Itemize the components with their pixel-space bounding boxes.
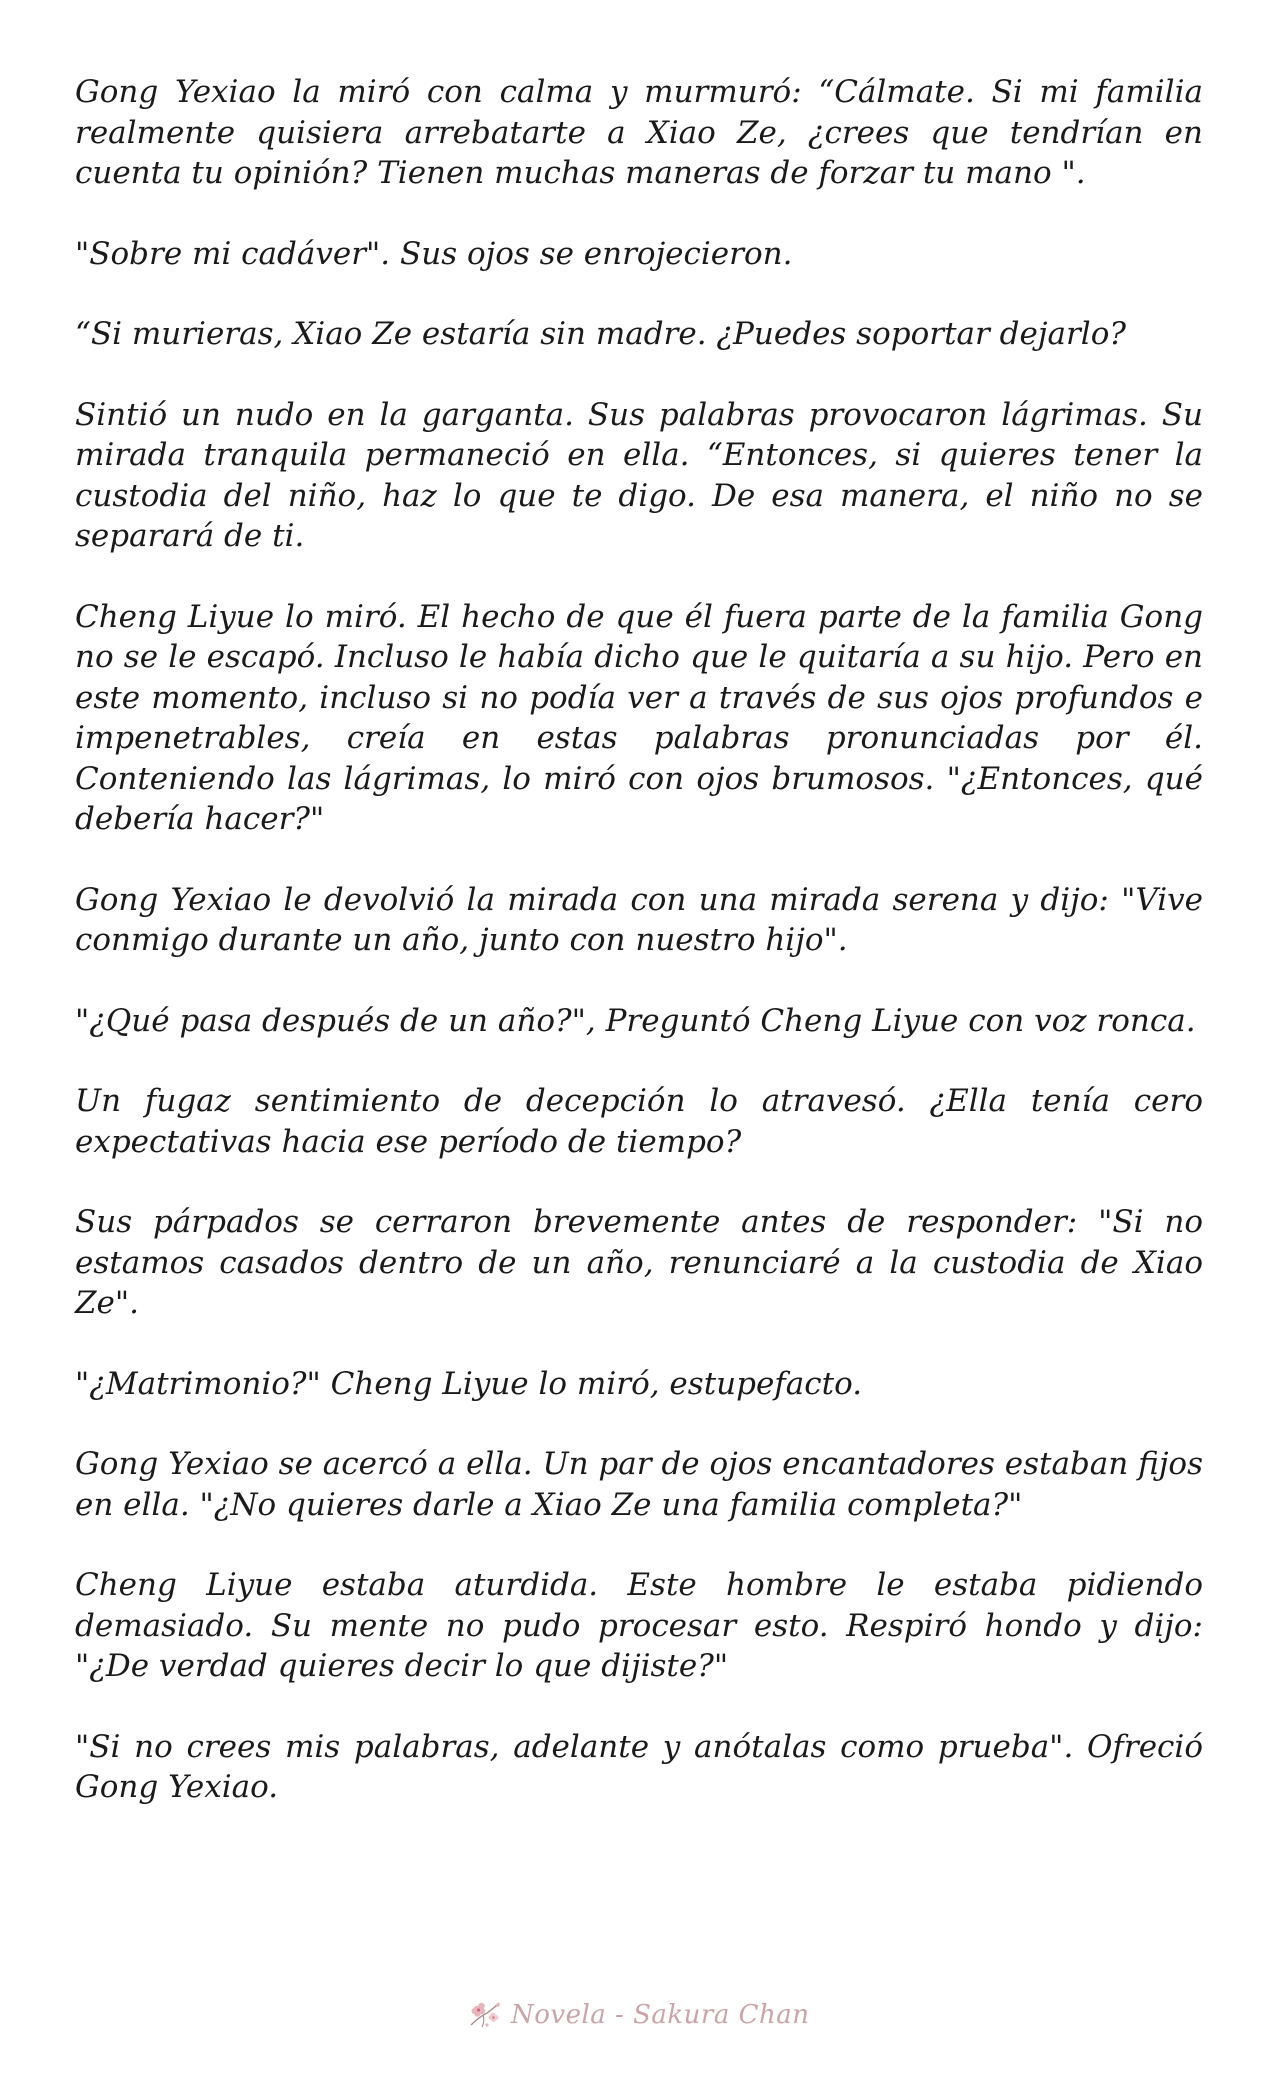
paragraph: Gong Yexiao le devolvió la mirada con una mirada serena y dijo: "Vive conmigo durante un año, junto con nuestro hijo".	[75, 881, 1203, 958]
paragraph: "Si no crees mis palabras, adelante y anótalas como prueba". Ofreció Gong Yexiao.	[75, 1728, 1203, 1805]
paragraph: "¿Matrimonio?" Cheng Liyue lo miró, estupefacto.	[75, 1365, 863, 1402]
cherry-blossom-icon	[465, 1995, 505, 2035]
paragraph: Sus párpados se cerraron brevemente antes de responder: "Si no estamos casados dentro de un año, renunciaré a la custodia de Xiao Ze".	[75, 1204, 1203, 1321]
paragraph: "¿Qué pasa después de un año?", Preguntó Cheng Liyue con voz ronca.	[75, 1002, 1196, 1039]
paragraph: Cheng Liyue estaba aturdida. Este hombre le estaba pidiendo demasiado. Su mente no pudo procesar esto. Respiró hondo y dijo: "¿De verdad quieres decir lo que dijiste?"	[75, 1567, 1203, 1684]
paragraph: “Si murieras, Xiao Ze estaría sin madre. ¿Puedes soportar dejarlo?	[75, 316, 1126, 352]
paragraph: Un fugaz sentimiento de decepción lo atravesó. ¿Ella tenía cero expectativas hacia ese período de tiempo?	[75, 1083, 1203, 1160]
paragraph: Gong Yexiao se acercó a ella. Un par de ojos encantadores estaban fijos en ella. "¿No quieres darle a Xiao Ze una familia completa?"	[75, 1446, 1203, 1523]
paragraph: Cheng Liyue lo miró. El hecho de que él fuera parte de la familia Gong no se le escapó. Incluso le había dicho que le quitaría a su hijo. Pero en este momento, incluso si no podía ver a través de sus ojos profundos e impenetrables, creía en estas palabras pronunciadas por él. Conteniendo las lágrimas, lo miró con ojos brumosos. "¿Entonces, qué debería hacer?"	[75, 598, 1203, 837]
paragraph: "Sobre mi cadáver". Sus ojos se enrojecieron.	[75, 235, 793, 272]
paragraph: Sintió un nudo en la garganta. Sus palabras provocaron lágrimas. Su mirada tranquila permaneció en ella. “Entonces, si quieres tener la custodia del niño, haz lo que te digo. De esa manera, el niño no se separará de ti.	[75, 396, 1203, 554]
paragraph: Gong Yexiao la miró con calma y murmuró: “Cálmate. Si mi familia realmente quisiera arrebatarte a Xiao Ze, ¿crees que tendrían en cuenta tu opinión? Tienen muchas maneras de forzar tu mano ".	[75, 74, 1203, 191]
watermark	[465, 1990, 845, 2040]
story-text	[75, 72, 1203, 1848]
watermark-text: Novela - Sakura Chan	[511, 2000, 810, 2030]
